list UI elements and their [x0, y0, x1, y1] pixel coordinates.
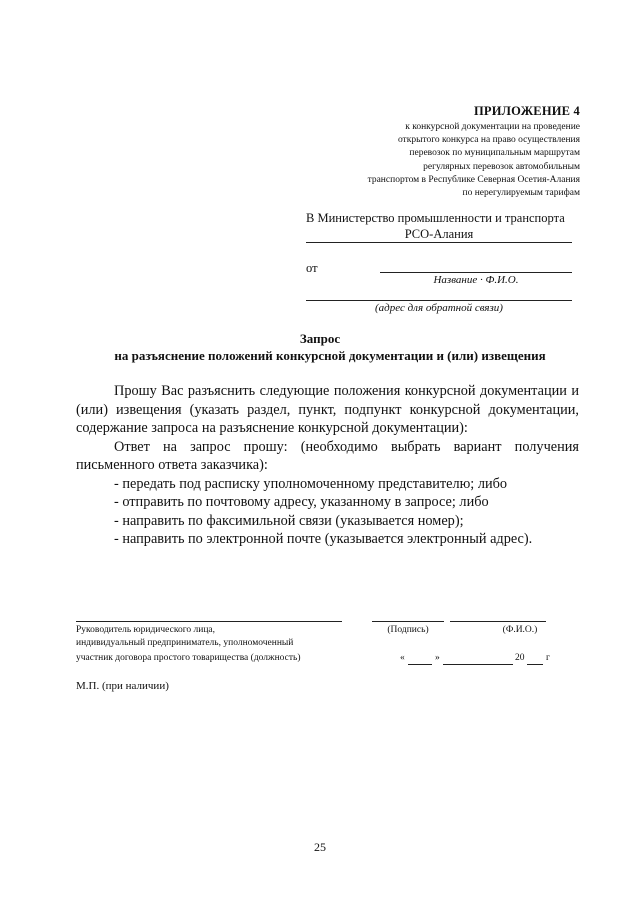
request-paragraph-2: Ответ на запрос прошу: (необходимо выбрать вариант получения письменного ответа заказчика):: [76, 438, 579, 473]
date-year-line[interactable]: [527, 664, 543, 665]
signature-line[interactable]: [372, 621, 444, 622]
appendix-line: транспортом в Республике Северная Осетия-Алания: [367, 174, 580, 185]
recipient-underline: [306, 242, 572, 243]
sender-address-line[interactable]: [306, 300, 572, 301]
appendix-line: по нерегулируемым тарифам: [462, 188, 580, 199]
fio-caption: (Ф.И.О.): [502, 625, 538, 635]
signature-caption: (Подпись): [387, 625, 429, 635]
response-option: - направить по электронной почте (указывается электронный адрес).: [114, 531, 533, 547]
date-year-prefix: 20: [515, 653, 525, 663]
response-option: - передать под расписку уполномоченному представителю; либо: [114, 475, 508, 492]
position-line[interactable]: [76, 621, 342, 622]
request-body: [76, 382, 579, 549]
signer-role-line1: Руководитель юридического лица,: [76, 625, 216, 635]
appendix-line: к конкурсной документации на проведение: [405, 122, 580, 132]
appendix-line: открытого конкурса на право осуществления: [397, 135, 580, 146]
page-number: 25: [314, 840, 326, 854]
date-month-line[interactable]: [443, 664, 513, 665]
appendix-line: регулярных перевозок автомобильным: [423, 161, 580, 172]
sender-name-caption: Название · Ф.И.О.: [433, 274, 519, 286]
appendix-title: ПРИЛОЖЕНИЕ 4: [473, 104, 580, 118]
from-label: от: [306, 261, 318, 275]
response-option: - отправить по почтовому адресу, указанному в запросе; либо: [114, 494, 489, 510]
signer-role-line2: индивидуальный предприниматель, уполномоченный: [76, 638, 294, 648]
request-subtitle: на разъяснение положений конкурсной документации и (или) извещения: [114, 348, 546, 363]
date-day-line[interactable]: [408, 664, 432, 665]
recipient-line2: РСО-Алания: [404, 227, 474, 241]
request-paragraph-1: Прошу Вас разъяснить следующие положения конкурсной документации и (или) извещения (указать раздел, пункт, подпункт конкурсной документации, содержание запроса на разъяснение конкурсной документации):: [76, 383, 579, 436]
recipient-line1: В Министерство промышленности и транспорта: [306, 211, 565, 225]
stamp-note: М.П. (при наличии): [76, 680, 169, 692]
date-close-quote: »: [435, 653, 440, 663]
appendix-description: [290, 121, 580, 200]
appendix-line: перевозок по муниципальным маршрутам: [409, 148, 580, 159]
signer-role-line3: участник договора простого товарищества (должность): [76, 653, 301, 663]
date-open-quote: «: [400, 653, 405, 663]
sender-name-line[interactable]: [380, 272, 572, 273]
fio-line[interactable]: [450, 621, 546, 622]
sender-address-caption: (адрес для обратной связи): [375, 302, 503, 314]
date-year-suffix: г: [546, 653, 550, 663]
response-option: - направить по факсимильной связи (указывается номер);: [114, 512, 464, 529]
request-title: Запрос: [299, 331, 341, 346]
